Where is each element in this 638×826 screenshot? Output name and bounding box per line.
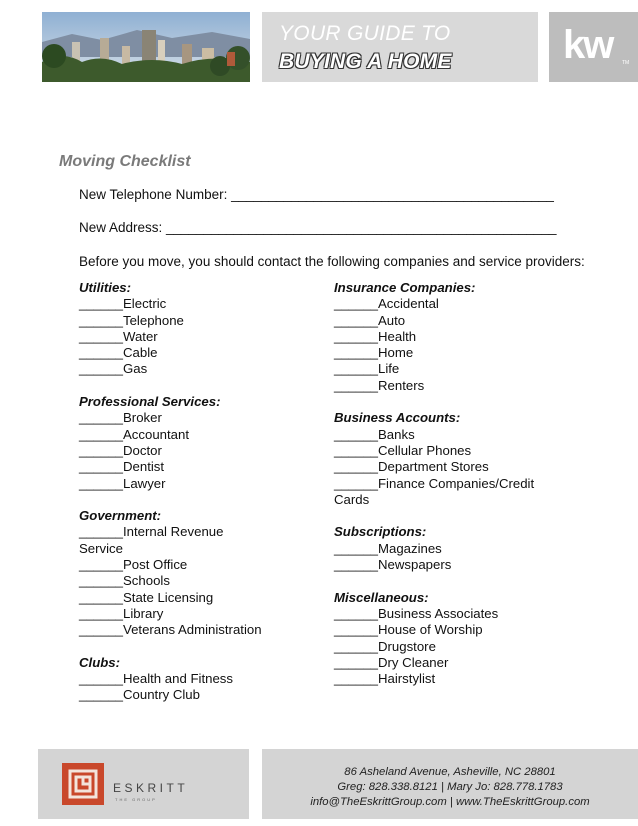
checklist-category: Business Accounts: bbox=[334, 410, 461, 426]
checklist-category: Utilities: bbox=[79, 280, 132, 295]
checklist-item: ______Dentist bbox=[79, 459, 165, 475]
checklist-item: ______Doctor bbox=[79, 442, 162, 458]
checklist-item: ______Department Stores bbox=[334, 459, 489, 475]
brand-subtitle: THE GROUP bbox=[115, 797, 157, 802]
checklist-item: ______Internal Revenue bbox=[79, 524, 224, 540]
footer-contact-panel bbox=[262, 749, 638, 819]
city-skyline-photo bbox=[42, 12, 250, 82]
checklist-category: Miscellaneous: bbox=[334, 589, 429, 605]
spacer bbox=[334, 573, 584, 589]
checklist-item: ______Accidental bbox=[334, 296, 439, 312]
checklist-category: Insurance Companies: bbox=[334, 280, 476, 295]
checklist-item: ______Dry Cleaner bbox=[334, 654, 449, 670]
checklist-item: ______State Licensing bbox=[79, 589, 214, 605]
banner-title-line1: YOUR GUIDE TO bbox=[279, 22, 451, 45]
checklist-item: ______Business Associates bbox=[334, 605, 499, 621]
checklist-item: ______House of Worship bbox=[334, 622, 483, 638]
checklist-category: Clubs: bbox=[79, 654, 121, 670]
spacer bbox=[334, 394, 584, 410]
checklist-item: ______Health bbox=[334, 328, 417, 344]
checklist-item: ______Cellular Phones bbox=[334, 442, 472, 458]
checklist-item: ______Broker bbox=[79, 410, 162, 426]
checklist-item: ______Telephone bbox=[79, 312, 184, 328]
checklist-item: ______Drugstore bbox=[334, 638, 436, 654]
spacer bbox=[334, 508, 584, 524]
checklist-category: Government: bbox=[79, 508, 162, 524]
checklist-item: ______Post Office bbox=[79, 557, 188, 573]
checklist-item: ______Newspapers bbox=[334, 557, 452, 573]
checklist-item: ______Water bbox=[79, 328, 158, 344]
footer-web[interactable]: info@TheEskrittGroup.com | www.TheEskrittGroup.com bbox=[310, 796, 590, 808]
checklist-item: ______Hairstylist bbox=[334, 671, 436, 687]
checklist-item: ______Renters bbox=[334, 377, 425, 393]
kw-trademark: TM bbox=[622, 60, 630, 66]
eskritt-logo-icon bbox=[62, 763, 104, 805]
new-telephone-line: New Telephone Number: ___________________________________________ bbox=[79, 187, 554, 202]
checklist-item: ______Home bbox=[334, 345, 414, 361]
spacer bbox=[79, 639, 329, 655]
footer-address: 86 Asheland Avenue, Asheville, NC 28801 bbox=[344, 766, 556, 778]
checklist-item: ______Lawyer bbox=[79, 475, 166, 491]
checklist-item: ______Schools bbox=[79, 573, 170, 589]
checklist-item: ______Cable bbox=[79, 345, 158, 361]
left-checklist-column bbox=[79, 280, 329, 704]
footer-phones: Greg: 828.338.8121 | Mary Jo: 828.778.1783 bbox=[337, 781, 563, 793]
page-title: Moving Checklist bbox=[59, 153, 191, 170]
checklist-item: ______Library bbox=[79, 605, 164, 621]
checklist-item: Cards bbox=[334, 491, 370, 507]
checklist-category: Subscriptions: bbox=[334, 524, 427, 540]
spacer bbox=[79, 378, 329, 394]
title-banner bbox=[262, 12, 538, 82]
checklist-item: ______Banks bbox=[334, 426, 415, 442]
skyline-illustration bbox=[42, 12, 250, 82]
checklist-item: ______Electric bbox=[79, 296, 167, 312]
checklist-item: ______Auto bbox=[334, 312, 406, 328]
checklist-item: ______Accountant bbox=[79, 426, 189, 442]
right-checklist-column bbox=[334, 280, 584, 687]
kw-logo bbox=[549, 12, 638, 82]
checklist-category: Professional Services: bbox=[79, 394, 221, 410]
footer-logo-panel bbox=[38, 749, 249, 819]
checklist-item: ______Magazines bbox=[334, 540, 442, 556]
banner-title-line2: BUYING A HOME bbox=[279, 50, 452, 73]
kw-logo-text: kw bbox=[563, 23, 613, 67]
checklist-item: Service bbox=[79, 540, 123, 556]
checklist-item: ______Finance Companies/Credit bbox=[334, 475, 535, 491]
checklist-item: ______Country Club bbox=[79, 687, 200, 703]
checklist-item: ______Life bbox=[334, 361, 400, 377]
intro-text: Before you move, you should contact the following companies and service providers: bbox=[79, 254, 585, 269]
spacer bbox=[79, 492, 329, 508]
new-address-line: New Address: ____________________________________________________ bbox=[79, 220, 557, 235]
checklist-item: ______Veterans Administration bbox=[79, 622, 262, 638]
checklist-item: ______Gas bbox=[79, 361, 148, 377]
checklist-item: ______Health and Fitness bbox=[79, 671, 233, 687]
brand-name: ESKRITT bbox=[113, 781, 189, 795]
